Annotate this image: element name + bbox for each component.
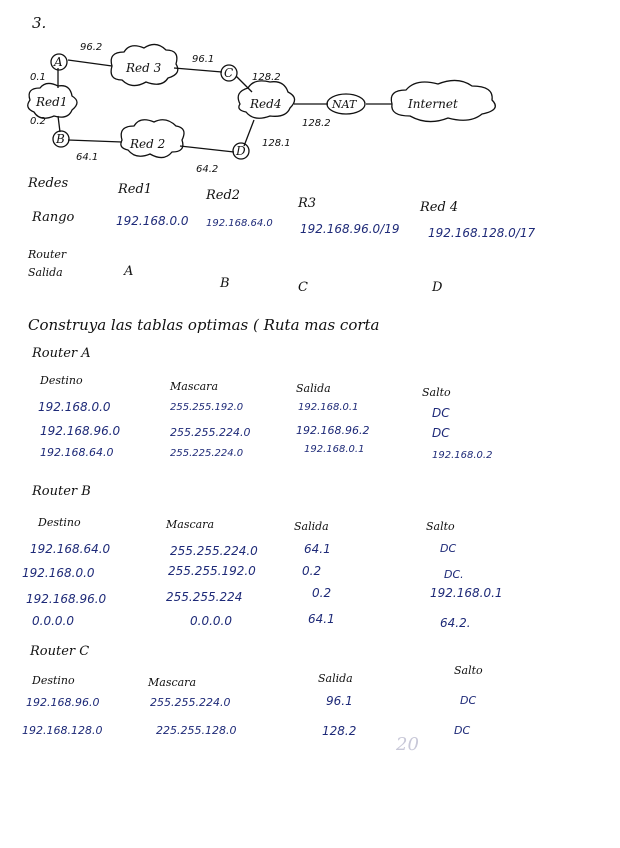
table-cell: 64.1 <box>308 612 335 626</box>
table-cell: 192.168.96.0 <box>40 424 121 438</box>
summary-col-name: Red 4 <box>420 200 459 215</box>
network-diagram <box>0 0 620 200</box>
node-d: D <box>236 144 246 158</box>
table-cell: 255.255.192.0 <box>170 402 244 413</box>
label-d-red4: 128.1 <box>262 138 291 149</box>
table-header: Mascara <box>166 518 215 531</box>
table-cell: DC. <box>444 568 464 581</box>
table-cell: 255.255.192.0 <box>168 564 256 578</box>
table-cell: DC <box>432 426 450 440</box>
table-header: Mascara <box>170 380 219 393</box>
table-cell: 192.168.0.1 <box>430 586 503 600</box>
table-cell: 0.0.0.0 <box>190 614 232 628</box>
summary-range: 192.168.96.0/19 <box>300 222 400 236</box>
table-header: Salto <box>454 664 483 677</box>
table-title: Router B <box>32 484 91 499</box>
label-nat-red4: 128.2 <box>302 118 331 129</box>
table-header: Destino <box>40 374 83 387</box>
table-cell: DC <box>440 542 457 555</box>
table-title: Router A <box>32 346 91 361</box>
label-a-red1: 0.1 <box>30 72 46 83</box>
table-header: Mascara <box>148 676 197 689</box>
margin-mark: 20 <box>396 734 419 755</box>
node-b: B <box>56 132 65 146</box>
table-cell: 0.2 <box>302 564 322 578</box>
table-cell: DC <box>432 406 450 420</box>
nat-label: NAT <box>332 98 357 111</box>
summary-label-router: Router <box>28 248 67 261</box>
table-cell: 192.168.0.0 <box>38 400 111 414</box>
label-b-red1: 0.2 <box>30 116 46 127</box>
table-cell: DC <box>460 694 477 707</box>
table-title: Router C <box>30 644 90 659</box>
summary-label-redes: Redes <box>28 176 69 191</box>
label-a-red3: 96.2 <box>80 42 103 53</box>
table-cell: 64.2. <box>440 616 471 630</box>
table-cell: 192.168.64.0 <box>40 446 114 459</box>
table-cell: 255.255.224.0 <box>150 696 231 709</box>
table-cell: DC <box>454 724 471 737</box>
label-c-red3: 96.1 <box>192 54 215 65</box>
cloud-internet-label: Internet <box>408 97 458 111</box>
table-header: Salida <box>296 382 331 395</box>
summary-router: A <box>124 264 134 279</box>
summary-label-rango: Rango <box>32 210 75 225</box>
table-cell: 192.168.96.0 <box>26 696 100 709</box>
summary-router: D <box>432 280 443 295</box>
label-b-red2: 64.1 <box>76 152 99 163</box>
summary-label-salida: Salida <box>28 266 63 279</box>
table-cell: 0.2 <box>312 586 332 600</box>
node-a: A <box>54 55 63 69</box>
table-cell: 64.1 <box>304 542 331 556</box>
problem-number: 3. <box>32 14 47 32</box>
table-cell: 255.255.224.0 <box>170 426 251 439</box>
label-d-red2: 64.2 <box>196 164 219 175</box>
node-c: C <box>224 66 234 80</box>
table-cell: 192.168.96.0 <box>26 592 107 606</box>
table-header: Destino <box>38 516 81 529</box>
cloud-red1-label: Red1 <box>36 95 68 109</box>
table-header: Destino <box>32 674 75 687</box>
summary-router: B <box>220 276 230 291</box>
summary-col-name: Red2 <box>206 188 241 203</box>
cloud-red2-label: Red 2 <box>130 137 166 151</box>
summary-range: 192.168.128.0/17 <box>428 226 536 240</box>
table-cell: 192.168.0.2 <box>432 450 493 461</box>
instruction-text: Construya las tablas optimas ( Ruta mas corta <box>28 316 380 334</box>
table-header: Salida <box>294 520 329 533</box>
table-cell: 128.2 <box>322 724 357 738</box>
table-cell: 255.225.224.0 <box>170 448 244 459</box>
table-cell: 192.168.0.1 <box>298 402 359 413</box>
summary-range: 192.168.64.0 <box>206 218 273 229</box>
table-header: Salto <box>426 520 455 533</box>
summary-col-name: Red1 <box>118 182 153 197</box>
table-cell: 192.168.0.1 <box>304 444 365 455</box>
table-cell: 225.255.128.0 <box>156 724 237 737</box>
table-cell: 255.255.224 <box>166 590 243 604</box>
table-cell: 0.0.0.0 <box>32 614 74 628</box>
cloud-red3-label: Red 3 <box>126 61 162 75</box>
table-cell: 192.168.64.0 <box>30 542 111 556</box>
summary-router: C <box>298 280 308 295</box>
label-c-red4: 128.2 <box>252 72 281 83</box>
table-cell: 192.168.96.2 <box>296 424 370 437</box>
table-cell: 192.168.128.0 <box>22 724 103 737</box>
table-header: Salida <box>318 672 353 685</box>
table-header: Salto <box>422 386 451 399</box>
table-cell: 192.168.0.0 <box>22 566 95 580</box>
table-cell: 96.1 <box>326 694 353 708</box>
table-cell: 255.255.224.0 <box>170 544 258 558</box>
cloud-red4-label: Red4 <box>250 97 282 111</box>
summary-range: 192.168.0.0 <box>116 214 189 228</box>
summary-col-name: R3 <box>298 196 317 211</box>
